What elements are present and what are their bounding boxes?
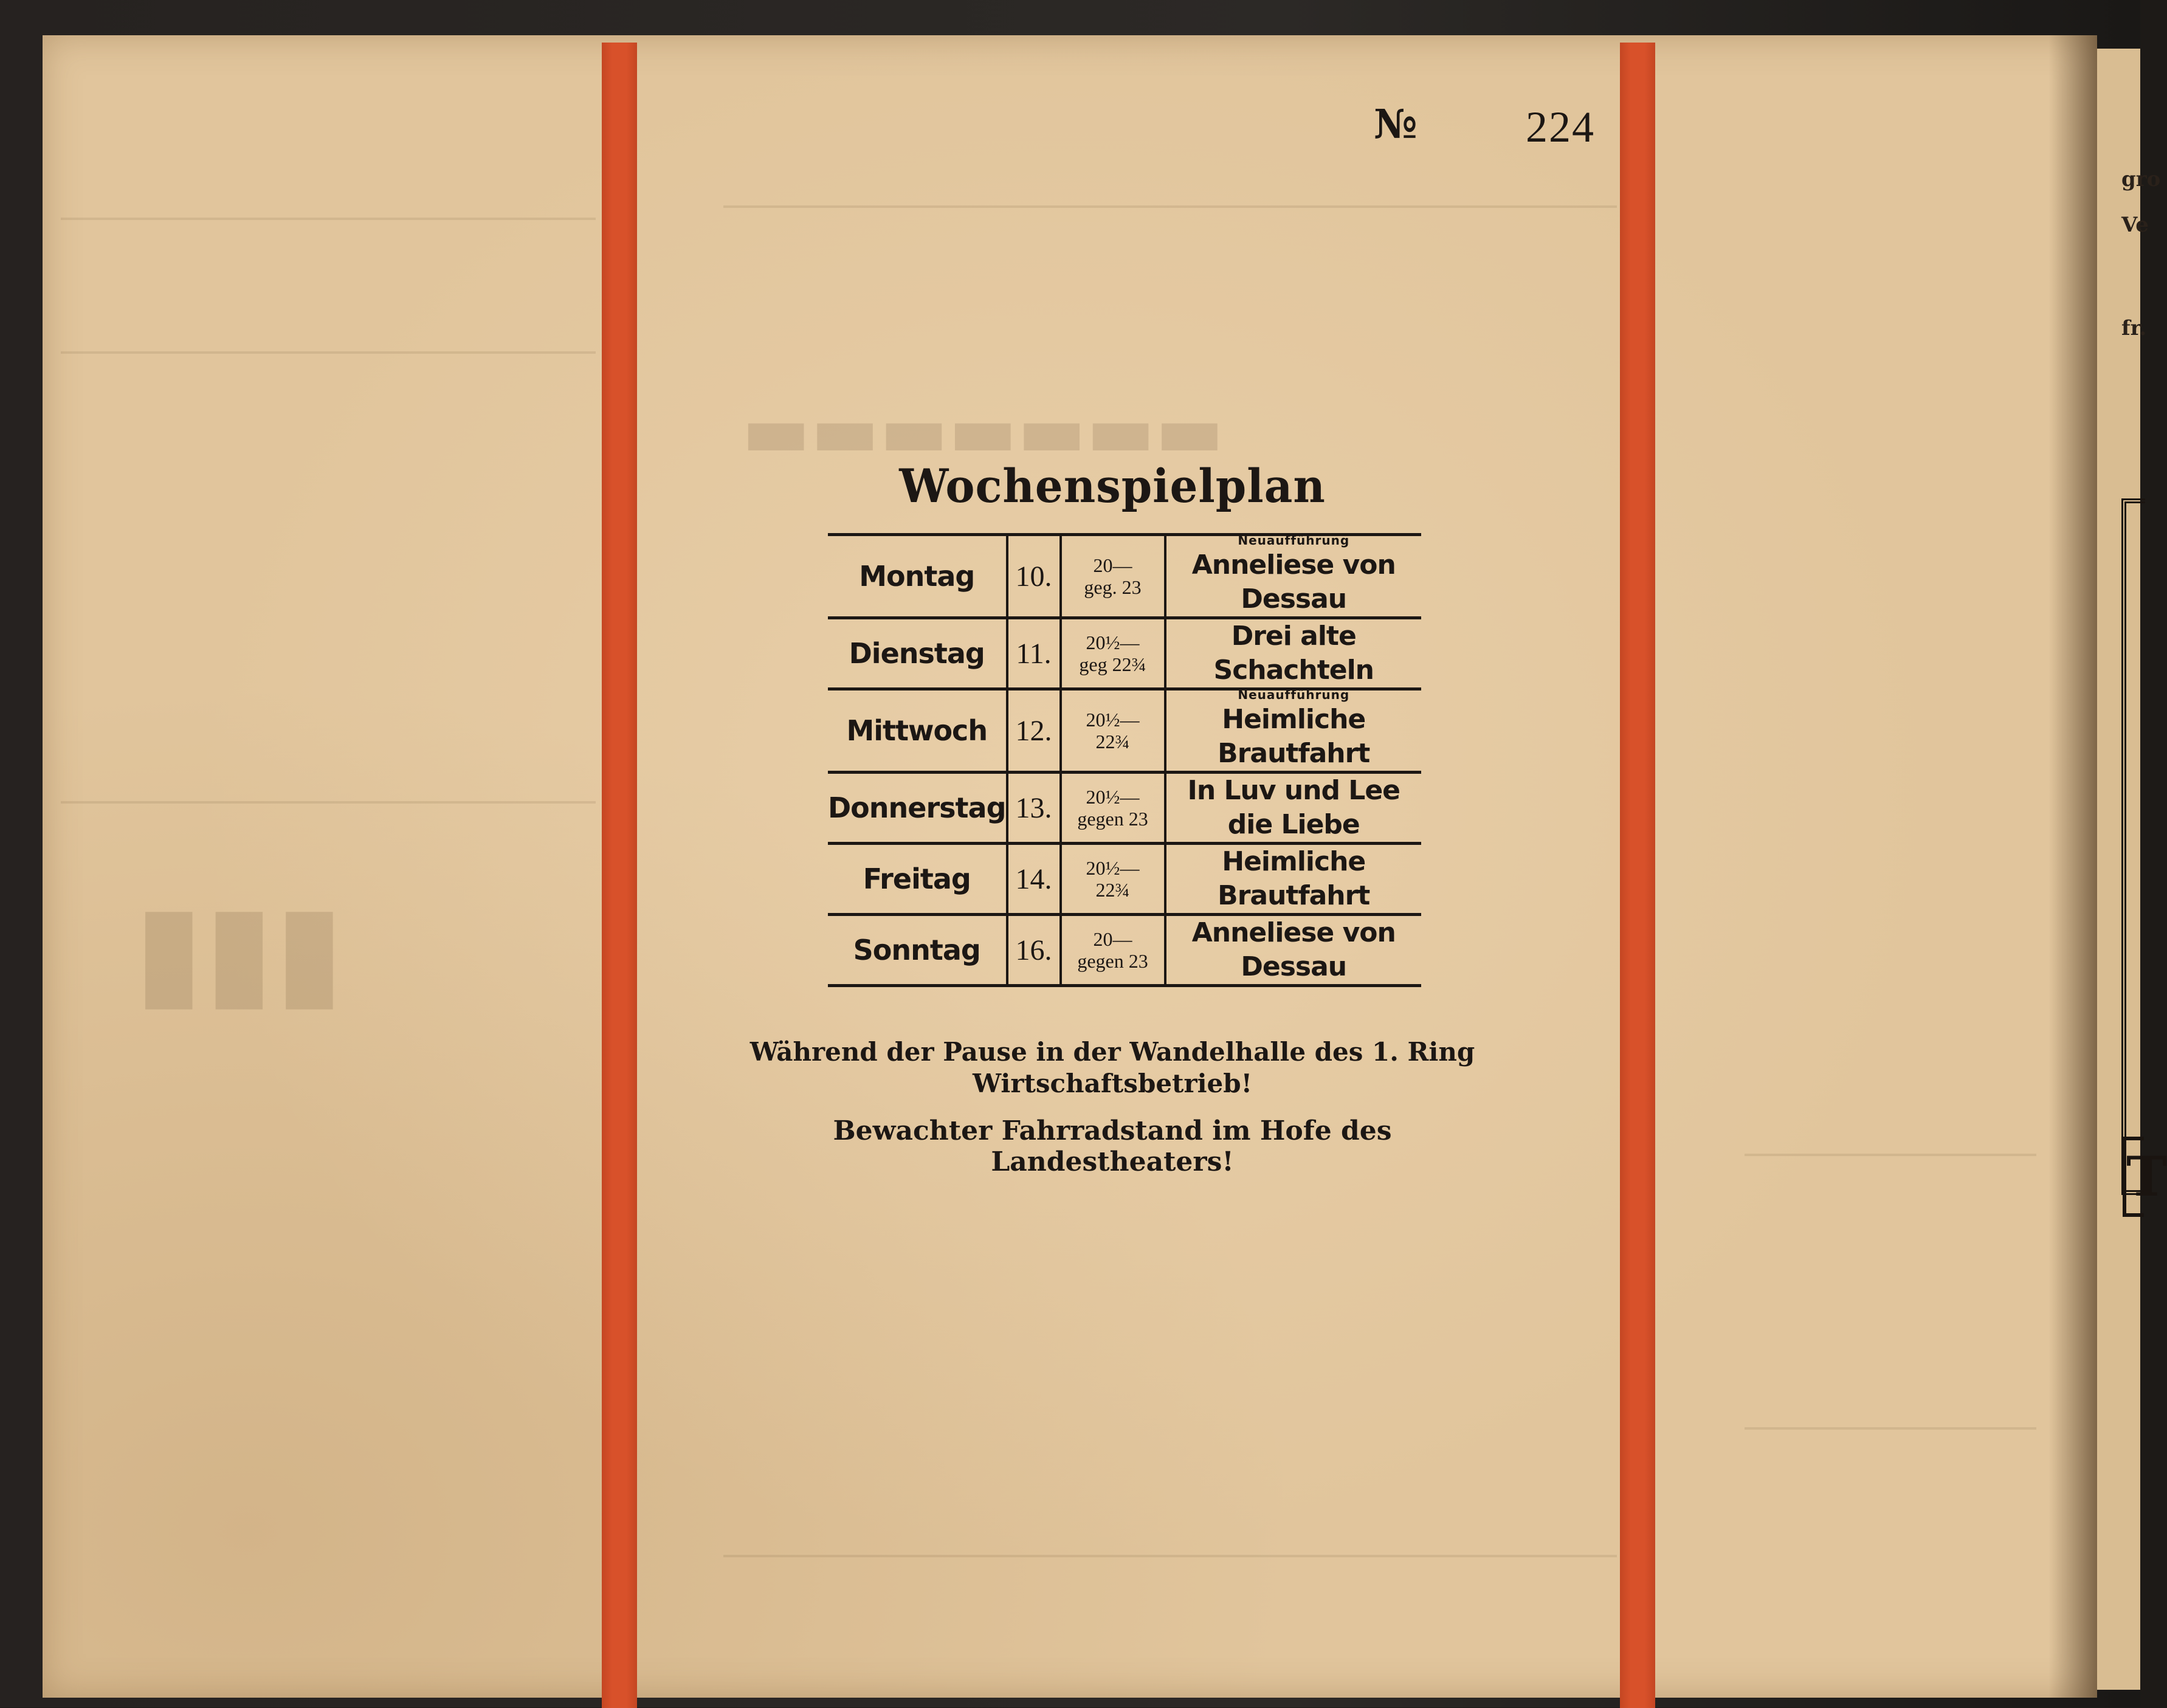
next-page-edge xyxy=(2097,49,2167,1690)
play-title: Heimliche Brautfahrt xyxy=(1218,846,1370,911)
date-cell: 11. xyxy=(1007,618,1061,689)
play-title: Drei alte Schachteln xyxy=(1213,621,1374,686)
time-end: geg. 23 xyxy=(1084,576,1142,598)
time-start: 20½— xyxy=(1086,632,1140,653)
next-page-fragment: fr. xyxy=(2121,316,2147,340)
show-through-line xyxy=(723,205,1617,208)
show-through-line xyxy=(61,351,596,354)
time-start: 20½— xyxy=(1086,857,1140,879)
date-cell: 16. xyxy=(1007,915,1061,986)
date-cell: 13. xyxy=(1007,773,1061,844)
time-cell xyxy=(1061,535,1165,618)
next-page-fragment: gro xyxy=(2121,167,2161,191)
schedule-row xyxy=(828,535,1421,618)
show-through-line xyxy=(1745,1154,2036,1156)
date-cell: 12. xyxy=(1007,689,1061,773)
time-end: 22¾ xyxy=(1095,879,1130,901)
time-cell xyxy=(1061,915,1165,986)
play-title: Heimliche Brautfahrt xyxy=(1218,704,1370,769)
play-title: Anneliese von Dessau xyxy=(1191,549,1396,615)
show-through-mark: ▮▮▮ xyxy=(134,874,345,1024)
day-cell: Freitag xyxy=(828,844,1007,915)
next-page-big-letter: T xyxy=(2123,1137,2144,1217)
schedule-row xyxy=(828,844,1421,915)
time-cell xyxy=(1061,844,1165,915)
weekly-schedule-table xyxy=(828,533,1421,987)
schedule-row xyxy=(828,618,1421,689)
schedule-row xyxy=(828,689,1421,773)
day-cell: Montag xyxy=(828,535,1007,618)
play-cell xyxy=(1165,915,1421,986)
play-title: Anneliese von Dessau xyxy=(1191,917,1396,982)
next-page-fragment: Ve xyxy=(2121,213,2149,237)
time-start: 20½— xyxy=(1086,786,1140,808)
time-start: 20— xyxy=(1093,554,1132,576)
time-cell xyxy=(1061,689,1165,773)
time-cell xyxy=(1061,773,1165,844)
show-through-line xyxy=(61,801,596,804)
pause-notice: Während der Pause in der Wandelhalle des 1. Ring Wirtschaftsbetrieb! xyxy=(749,1037,1475,1098)
premiere-note: Neuaufführung xyxy=(1238,533,1350,548)
show-through-line xyxy=(1745,1427,2036,1430)
play-cell xyxy=(1165,689,1421,773)
time-end: geg 22¾ xyxy=(1079,653,1146,675)
date-cell: 14. xyxy=(1007,844,1061,915)
day-cell: Dienstag xyxy=(828,618,1007,689)
time-end: 22¾ xyxy=(1095,731,1130,752)
time-start: 20½— xyxy=(1086,709,1140,731)
time-cell xyxy=(1061,618,1165,689)
issue-number-label: № xyxy=(1374,100,1419,148)
show-through-mark: ▬▬▬▬▬▬▬ xyxy=(742,388,1224,473)
bicycle-notice: Bewachter Fahrradstand im Hofe des Landestheaters! xyxy=(833,1115,1392,1177)
play-cell xyxy=(1165,535,1421,618)
red-strip-left xyxy=(602,43,637,1708)
red-strip-right xyxy=(1620,43,1655,1708)
time-end: gegen 23 xyxy=(1077,950,1148,972)
play-cell xyxy=(1165,773,1421,844)
issue-number: 224 xyxy=(1526,103,1595,151)
schedule-row xyxy=(828,915,1421,986)
day-cell: Donnerstag xyxy=(828,773,1007,844)
play-cell xyxy=(1165,618,1421,689)
spine-shadow xyxy=(2048,35,2097,1698)
time-start: 20— xyxy=(1093,928,1132,950)
next-page-frame xyxy=(2121,498,2145,1195)
show-through-line xyxy=(61,218,596,220)
date-cell: 10. xyxy=(1007,535,1061,618)
premiere-note: Neuaufführung xyxy=(1238,687,1350,702)
page-title: Wochenspielplan xyxy=(899,459,1326,513)
schedule-row xyxy=(828,773,1421,844)
time-end: gegen 23 xyxy=(1077,808,1148,830)
day-cell: Sonntag xyxy=(828,915,1007,986)
show-through-line xyxy=(723,1555,1617,1557)
play-cell xyxy=(1165,844,1421,915)
play-title: In Luv und Lee die Liebe xyxy=(1187,775,1400,840)
day-cell: Mittwoch xyxy=(828,689,1007,773)
